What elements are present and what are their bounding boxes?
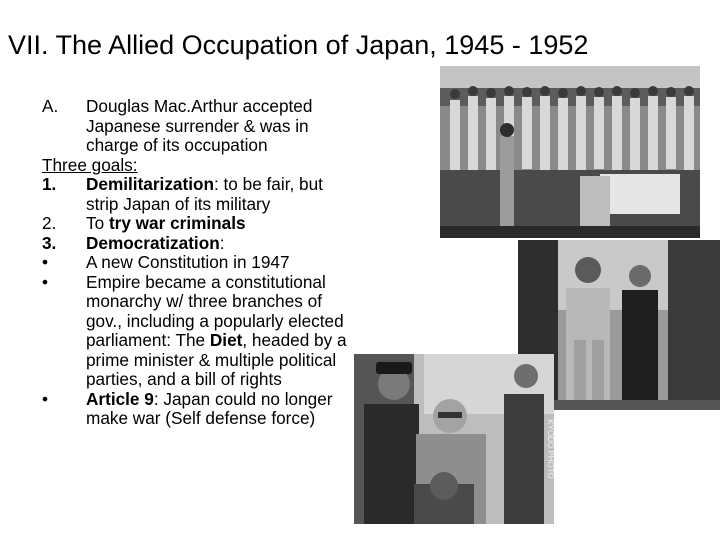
marker: 1. bbox=[42, 174, 57, 194]
goal-bold: Demilitarization bbox=[86, 174, 214, 194]
war-crimes-trial-photo bbox=[354, 354, 554, 524]
goals-label: Three goals: bbox=[42, 154, 138, 175]
surrender-ceremony-photo bbox=[440, 66, 700, 238]
bullet-marker: • bbox=[42, 388, 49, 409]
bullet-bold: Article 9 bbox=[86, 388, 154, 409]
goal-bold: Democratization bbox=[86, 232, 220, 253]
goals-heading bbox=[42, 156, 360, 176]
goal-text: : bbox=[219, 232, 225, 253]
goal-1 bbox=[42, 175, 360, 214]
bullet-text: : Japan could no longer make war (Self defense force) bbox=[86, 388, 333, 428]
photo-credit: KYODO PHOTO bbox=[546, 419, 555, 479]
marker: 2. bbox=[42, 213, 57, 233]
bullet-text: , headed by a prime minister & multiple political parties, and a bill of rights bbox=[86, 330, 347, 389]
bullet-pre: Empire became a constitutional monarchy w/ three branches of gov., including a popularly elected parliament: The bbox=[86, 271, 344, 350]
bullet-marker: • bbox=[42, 252, 49, 272]
goal-2 bbox=[42, 214, 360, 234]
point-text: Douglas Mac.Arthur accepted Japanese surrender & was in charge of its occupation bbox=[86, 96, 313, 155]
slide-title: VII. The Allied Occupation of Japan, 1945 - 1952 bbox=[8, 30, 589, 60]
marker: 3. bbox=[42, 232, 57, 253]
goal-bold: try war criminals bbox=[108, 213, 246, 233]
marker: A. bbox=[42, 96, 59, 116]
slide-body bbox=[42, 97, 360, 429]
bullet-marker: • bbox=[42, 271, 49, 292]
bullet-constitution bbox=[42, 253, 360, 273]
goal-3 bbox=[42, 234, 360, 254]
bullet-article-9 bbox=[42, 390, 360, 429]
bullet-bold: Diet bbox=[209, 330, 243, 350]
bullet-text: A new Constitution in 1947 bbox=[86, 252, 290, 272]
goal-text: : to be fair, but strip Japan of its military bbox=[86, 174, 323, 214]
bullet-monarchy bbox=[42, 273, 360, 390]
goal-pre: To bbox=[86, 213, 109, 233]
point-a bbox=[42, 97, 360, 156]
